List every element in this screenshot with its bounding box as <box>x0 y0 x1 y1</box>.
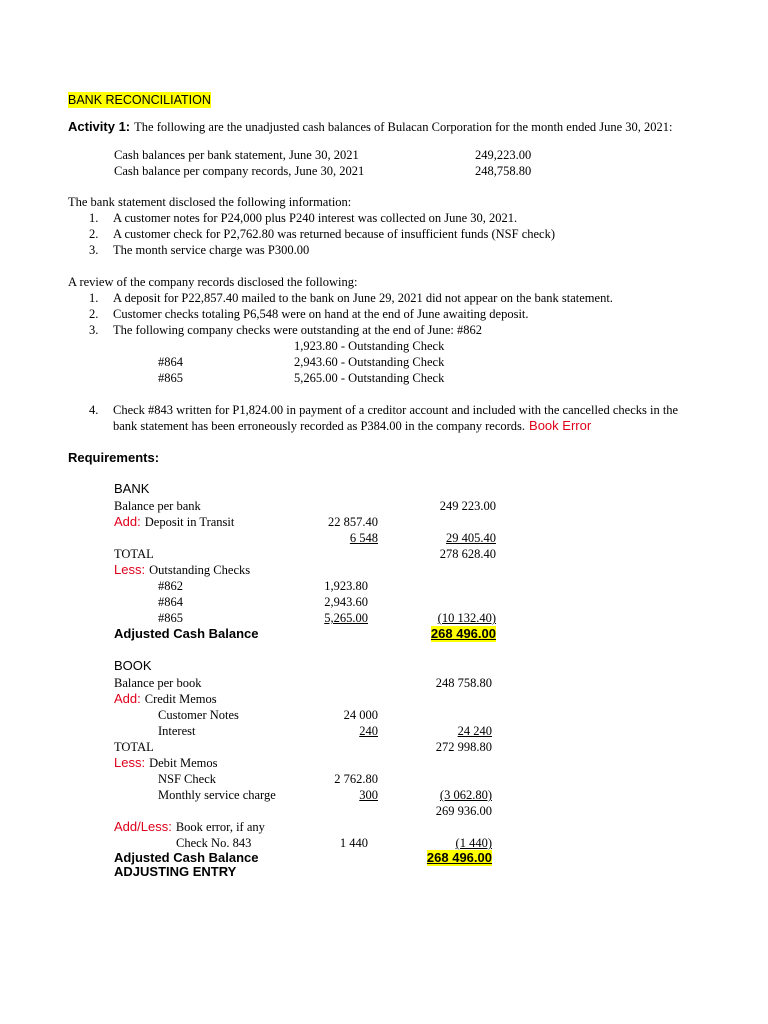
book-total-value: 272 998.80 <box>435 740 492 754</box>
bank-total-label: TOTAL <box>114 547 154 561</box>
company-info-item-3: The following company checks were outstanding at the end of June: #862 <box>113 323 483 337</box>
nsf-check-label: NSF Check <box>158 772 216 786</box>
bank-info-num-1: 1. <box>89 211 99 225</box>
company-info-num-4: 4. <box>89 403 99 417</box>
requirements-heading: Requirements: <box>68 450 160 465</box>
nsf-check-value: 2 762.80 <box>334 772 378 786</box>
bank-balance-per-bank-label: Balance per bank <box>114 499 201 513</box>
outstanding-check-862: 1,923.80 - Outstanding Check <box>294 339 445 353</box>
outstanding-check-864: 2,943.60 - Outstanding Check <box>294 355 445 369</box>
book-subtotal: 269 936.00 <box>435 804 492 818</box>
check-843-label: Check No. 843 <box>176 836 252 850</box>
company-balance-value: 248,758.80 <box>475 164 532 178</box>
bank-check-label-862: #862 <box>158 579 183 593</box>
bank-info-intro: The bank statement disclosed the following information: <box>68 195 352 209</box>
interest-value: 240 <box>359 724 378 738</box>
bank-check-label-865: #865 <box>158 611 183 625</box>
company-info-num-3: 3. <box>89 323 99 337</box>
adjusting-entry-heading: ADJUSTING ENTRY <box>114 864 237 879</box>
bank-total-value: 278 628.40 <box>439 547 496 561</box>
service-charge-label: Monthly service charge <box>158 788 276 802</box>
bank-check-value-865: 5,265.00 <box>324 611 368 625</box>
company-info-num-2: 2. <box>89 307 99 321</box>
customer-notes-value: 24 000 <box>343 708 378 722</box>
bank-add-row <box>114 514 234 530</box>
company-info-item-4-line1: Check #843 written for P1,824.00 in payment of a creditor account and included with the cancelled checks in the <box>113 403 679 417</box>
customer-notes-label: Customer Notes <box>158 708 239 722</box>
outstanding-check-865: 5,265.00 - Outstanding Check <box>294 371 445 385</box>
company-info-item-4-line2 <box>113 418 591 434</box>
bank-less-text: Outstanding Checks <box>149 563 251 577</box>
book-adjusted-value: 268 496.00 <box>426 850 492 865</box>
company-info-item-1: A deposit for P22,857.40 mailed to the bank on June 29, 2021 did not appear on the bank statement. <box>113 291 613 305</box>
bank-adjusted-label: Adjusted Cash Balance <box>114 626 259 641</box>
book-total-label: TOTAL <box>114 740 154 754</box>
book-error-total: (1 440) <box>455 836 492 850</box>
bank-add-text: Deposit in Transit <box>144 515 235 529</box>
deposit-in-transit-2: 6 548 <box>349 531 378 545</box>
item-4-text: bank statement has been erroneously recorded as P384.00 in the company records. <box>113 419 526 433</box>
bank-less-label: Less: <box>114 562 146 577</box>
company-info-item-2: Customer checks totaling P6,548 were on hand at the end of June awaiting deposit. <box>113 307 529 321</box>
book-less-row <box>114 755 217 771</box>
activity-text: The following are the unadjusted cash balances of Bulacan Corporation for the month ended June 30, 2021: <box>134 120 673 134</box>
book-debit-total: (3 062.80) <box>439 788 492 802</box>
bank-heading: BANK <box>114 481 150 496</box>
bank-info-num-3: 3. <box>89 243 99 257</box>
activity-line <box>68 119 673 135</box>
book-adjusted-label: Adjusted Cash Balance <box>114 850 259 865</box>
book-less-text: Debit Memos <box>149 756 218 770</box>
book-addless-label: Add/Less: <box>114 819 172 834</box>
bank-check-value-864: 2,943.60 <box>324 595 368 609</box>
bank-adjusted-value: 268 496.00 <box>430 626 496 641</box>
activity-label: Activity 1: <box>68 119 131 134</box>
book-credit-total: 24 240 <box>457 724 492 738</box>
bank-balance-per-bank-value: 249 223.00 <box>439 499 496 513</box>
company-info-num-1: 1. <box>89 291 99 305</box>
book-addless-row <box>114 819 265 835</box>
book-add-text: Credit Memos <box>144 692 217 706</box>
bank-less-row <box>114 562 250 578</box>
book-balance-value: 248 758.80 <box>435 676 492 690</box>
bank-info-item-3: The month service charge was P300.00 <box>113 243 310 257</box>
bank-less-total: (10 132.40) <box>437 611 496 625</box>
bank-add-total: 29 405.40 <box>446 531 496 545</box>
book-add-label: Add: <box>114 691 141 706</box>
bank-check-value-862: 1,923.80 <box>324 579 368 593</box>
company-balance-label: Cash balance per company records, June 30, 2021 <box>114 164 365 178</box>
bank-balance-value: 249,223.00 <box>475 148 532 162</box>
deposit-in-transit-1: 22 857.40 <box>328 515 378 529</box>
book-add-row <box>114 691 217 707</box>
bank-balance-label: Cash balances per bank statement, June 30, 2021 <box>114 148 359 162</box>
outstanding-check-label-865: #865 <box>158 371 183 385</box>
book-addless-text: Book error, if any <box>175 820 265 834</box>
outstanding-check-label-864: #864 <box>158 355 183 369</box>
bank-info-num-2: 2. <box>89 227 99 241</box>
bank-info-item-1: A customer notes for P24,000 plus P240 interest was collected on June 30, 2021. <box>113 211 518 225</box>
book-heading: BOOK <box>114 658 152 673</box>
book-error-tag: Book Error <box>529 418 592 433</box>
bank-info-item-2: A customer check for P2,762.80 was returned because of insufficient funds (NSF check) <box>113 227 556 241</box>
book-balance-label: Balance per book <box>114 676 202 690</box>
page-title: BANK RECONCILIATION <box>68 93 211 107</box>
check-843-value: 1 440 <box>339 836 368 850</box>
book-less-label: Less: <box>114 755 146 770</box>
bank-check-label-864: #864 <box>158 595 183 609</box>
interest-label: Interest <box>158 724 196 738</box>
bank-add-label: Add: <box>114 514 141 529</box>
company-info-intro: A review of the company records disclosed the following: <box>68 275 358 289</box>
service-charge-value: 300 <box>359 788 378 802</box>
